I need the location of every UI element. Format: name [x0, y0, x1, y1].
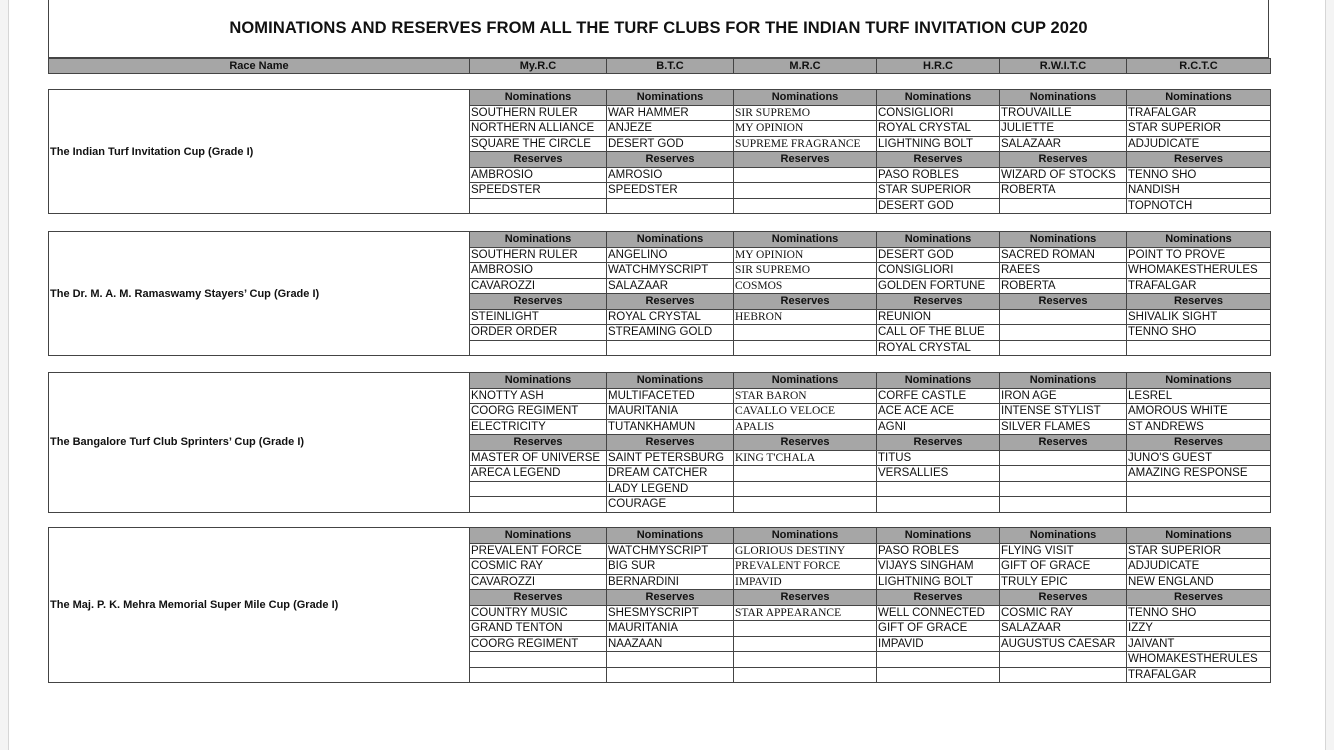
horse-cell: [734, 183, 877, 199]
horse-cell: [1000, 466, 1127, 482]
horse-cell: COSMIC RAY: [1000, 605, 1127, 621]
header-club: M.R.C: [734, 59, 877, 74]
horse-cell: [877, 481, 1000, 497]
reserves-label: Reserves: [607, 294, 734, 310]
horse-cell: [1000, 340, 1127, 356]
horse-cell: AMBROSIO: [470, 167, 607, 183]
horse-cell: [734, 466, 877, 482]
nominations-label: Nominations: [1127, 373, 1271, 389]
horse-cell: ARECA LEGEND: [470, 466, 607, 482]
horse-cell: TROUVAILLE: [1000, 105, 1127, 121]
reserves-label: Reserves: [1127, 435, 1271, 451]
nominations-label: Nominations: [734, 90, 877, 106]
race-name: The Maj. P. K. Mehra Memorial Super Mile Cup (Grade I): [49, 528, 470, 683]
horse-cell: NORTHERN ALLIANCE: [470, 121, 607, 137]
reserves-label: Reserves: [734, 294, 877, 310]
horse-cell: SUPREME FRAGRANCE: [734, 136, 877, 152]
nominations-header-row: [49, 528, 1271, 544]
reserves-label: Reserves: [877, 435, 1000, 451]
horse-cell: [470, 198, 607, 214]
nominations-label: Nominations: [1127, 90, 1271, 106]
horse-cell: ADJUDICATE: [1127, 136, 1271, 152]
horse-cell: WHOMAKESTHERULES: [1127, 263, 1271, 279]
horse-cell: TENNO SHO: [1127, 325, 1271, 341]
horse-cell: NANDISH: [1127, 183, 1271, 199]
reserves-label: Reserves: [470, 435, 607, 451]
horse-cell: SILVER FLAMES: [1000, 419, 1127, 435]
horse-cell: ORDER ORDER: [470, 325, 607, 341]
horse-cell: [877, 497, 1000, 513]
horse-cell: GIFT OF GRACE: [877, 621, 1000, 637]
horse-cell: IRON AGE: [1000, 388, 1127, 404]
header-race-name: Race Name: [49, 59, 470, 74]
horse-cell: TRULY EPIC: [1000, 574, 1127, 590]
horse-cell: MY OPINION: [734, 121, 877, 137]
horse-cell: [734, 340, 877, 356]
nominations-label: Nominations: [1000, 528, 1127, 544]
horse-cell: STREAMING GOLD: [607, 325, 734, 341]
horse-cell: IMPAVID: [734, 574, 877, 590]
horse-cell: CAVAROZZI: [470, 278, 607, 294]
horse-cell: JAIVANT: [1127, 636, 1271, 652]
horse-cell: INTENSE STYLIST: [1000, 404, 1127, 420]
horse-cell: PREVALENT FORCE: [470, 543, 607, 559]
reserves-label: Reserves: [734, 152, 877, 168]
horse-cell: PASO ROBLES: [877, 543, 1000, 559]
horse-cell: [607, 340, 734, 356]
horse-cell: TOPNOTCH: [1127, 198, 1271, 214]
reserves-label: Reserves: [877, 590, 1000, 606]
horse-cell: [1000, 198, 1127, 214]
horse-cell: MAURITANIA: [607, 404, 734, 420]
document-title: NOMINATIONS AND RESERVES FROM ALL THE TURF CLUBS FOR THE INDIAN TURF INVITATION CUP 2020: [48, 0, 1269, 58]
horse-cell: SOUTHERN RULER: [470, 105, 607, 121]
horse-cell: AMOROUS WHITE: [1127, 404, 1271, 420]
horse-cell: SACRED ROMAN: [1000, 247, 1127, 263]
horse-cell: [470, 652, 607, 668]
reserves-label: Reserves: [1127, 294, 1271, 310]
horse-cell: VERSALLIES: [877, 466, 1000, 482]
horse-cell: [734, 198, 877, 214]
horse-cell: MY OPINION: [734, 247, 877, 263]
horse-cell: STAR SUPERIOR: [1127, 543, 1271, 559]
horse-cell: SQUARE THE CIRCLE: [470, 136, 607, 152]
horse-cell: WATCHMYSCRIPT: [607, 543, 734, 559]
horse-cell: PREVALENT FORCE: [734, 559, 877, 575]
horse-cell: [470, 481, 607, 497]
horse-cell: TRAFALGAR: [1127, 667, 1271, 683]
nominations-label: Nominations: [1000, 373, 1127, 389]
race-name: The Indian Turf Invitation Cup (Grade I): [49, 90, 470, 214]
reserves-label: Reserves: [877, 152, 1000, 168]
horse-cell: AMBROSIO: [470, 263, 607, 279]
horse-cell: ST ANDREWS: [1127, 419, 1271, 435]
horse-cell: ROYAL CRYSTAL: [607, 309, 734, 325]
nominations-label: Nominations: [877, 373, 1000, 389]
horse-cell: [470, 340, 607, 356]
horse-cell: [1127, 340, 1271, 356]
horse-cell: REUNION: [877, 309, 1000, 325]
horse-cell: [1000, 325, 1127, 341]
race-name: The Bangalore Turf Club Sprinters’ Cup (Grade I): [49, 373, 470, 513]
header-club: R.W.I.T.C: [1000, 59, 1127, 74]
horse-cell: PASO ROBLES: [877, 167, 1000, 183]
horse-cell: TITUS: [877, 450, 1000, 466]
horse-cell: [607, 198, 734, 214]
horse-cell: ROBERTA: [1000, 278, 1127, 294]
horse-cell: HEBRON: [734, 309, 877, 325]
horse-cell: WELL CONNECTED: [877, 605, 1000, 621]
horse-cell: POINT TO PROVE: [1127, 247, 1271, 263]
horse-cell: [1000, 481, 1127, 497]
horse-cell: [607, 667, 734, 683]
horse-cell: [734, 481, 877, 497]
horse-cell: TRAFALGAR: [1127, 278, 1271, 294]
nominations-label: Nominations: [607, 232, 734, 248]
horse-cell: SALAZAAR: [1000, 136, 1127, 152]
reserves-label: Reserves: [470, 590, 607, 606]
horse-cell: [734, 636, 877, 652]
horse-cell: [1000, 652, 1127, 668]
horse-cell: MAURITANIA: [607, 621, 734, 637]
nominations-label: Nominations: [1127, 528, 1271, 544]
reserves-label: Reserves: [607, 435, 734, 451]
horse-cell: COSMOS: [734, 278, 877, 294]
reserves-label: Reserves: [734, 435, 877, 451]
horse-cell: STAR SUPERIOR: [877, 183, 1000, 199]
horse-cell: FLYING VISIT: [1000, 543, 1127, 559]
horse-cell: STAR BARON: [734, 388, 877, 404]
nominations-label: Nominations: [877, 232, 1000, 248]
reserves-label: Reserves: [1000, 152, 1127, 168]
reserves-label: Reserves: [1000, 294, 1127, 310]
horse-cell: [1000, 450, 1127, 466]
horse-cell: SIR SUPREMO: [734, 105, 877, 121]
horse-cell: DREAM CATCHER: [607, 466, 734, 482]
race-table: [48, 231, 1271, 356]
horse-cell: RAEES: [1000, 263, 1127, 279]
horse-cell: ACE ACE ACE: [877, 404, 1000, 420]
horse-cell: BERNARDINI: [607, 574, 734, 590]
horse-cell: [734, 652, 877, 668]
horse-cell: GRAND TENTON: [470, 621, 607, 637]
horse-cell: LIGHTNING BOLT: [877, 136, 1000, 152]
reserves-label: Reserves: [1127, 152, 1271, 168]
nominations-label: Nominations: [470, 373, 607, 389]
nominations-label: Nominations: [734, 528, 877, 544]
horse-cell: ADJUDICATE: [1127, 559, 1271, 575]
horse-cell: STAR APPEARANCE: [734, 605, 877, 621]
horse-cell: ROYAL CRYSTAL: [877, 121, 1000, 137]
horse-cell: ANGELINO: [607, 247, 734, 263]
horse-cell: [734, 325, 877, 341]
race-table: [48, 89, 1271, 214]
nominations-label: Nominations: [877, 90, 1000, 106]
horse-cell: TENNO SHO: [1127, 167, 1271, 183]
nominations-label: Nominations: [607, 373, 734, 389]
horse-cell: AMAZING RESPONSE: [1127, 466, 1271, 482]
reserves-label: Reserves: [1000, 590, 1127, 606]
nominations-label: Nominations: [607, 90, 734, 106]
nominations-label: Nominations: [470, 232, 607, 248]
horse-cell: KING T'CHALA: [734, 450, 877, 466]
nominations-header-row: [49, 373, 1271, 389]
nominations-label: Nominations: [470, 90, 607, 106]
reserves-label: Reserves: [734, 590, 877, 606]
horse-cell: WATCHMYSCRIPT: [607, 263, 734, 279]
horse-cell: COORG REGIMENT: [470, 636, 607, 652]
column-header-row: [48, 58, 1271, 74]
horse-cell: ROBERTA: [1000, 183, 1127, 199]
horse-cell: BIG SUR: [607, 559, 734, 575]
horse-cell: SALAZAAR: [607, 278, 734, 294]
race-table: [48, 372, 1271, 513]
horse-cell: [470, 667, 607, 683]
horse-cell: IMPAVID: [877, 636, 1000, 652]
horse-cell: GLORIOUS DESTINY: [734, 543, 877, 559]
reserves-label: Reserves: [607, 152, 734, 168]
horse-cell: CORFE CASTLE: [877, 388, 1000, 404]
horse-cell: LESREL: [1127, 388, 1271, 404]
horse-cell: SALAZAAR: [1000, 621, 1127, 637]
horse-cell: SOUTHERN RULER: [470, 247, 607, 263]
horse-cell: [470, 497, 607, 513]
horse-cell: TUTANKHAMUN: [607, 419, 734, 435]
horse-cell: TENNO SHO: [1127, 605, 1271, 621]
header-club: R.C.T.C: [1127, 59, 1271, 74]
nominations-label: Nominations: [734, 232, 877, 248]
horse-cell: JULIETTE: [1000, 121, 1127, 137]
horse-cell: NAAZAAN: [607, 636, 734, 652]
horse-cell: COSMIC RAY: [470, 559, 607, 575]
horse-cell: SAINT PETERSBURG: [607, 450, 734, 466]
horse-cell: COUNTRY MUSIC: [470, 605, 607, 621]
horse-cell: [1000, 667, 1127, 683]
nominations-header-row: [49, 90, 1271, 106]
horse-cell: GOLDEN FORTUNE: [877, 278, 1000, 294]
horse-cell: SPEEDSTER: [470, 183, 607, 199]
horse-cell: CAVAROZZI: [470, 574, 607, 590]
horse-cell: [1000, 497, 1127, 513]
horse-cell: CONSIGLIORI: [877, 105, 1000, 121]
horse-cell: DESERT GOD: [877, 247, 1000, 263]
horse-cell: AUGUSTUS CAESAR: [1000, 636, 1127, 652]
nominations-header-row: [49, 232, 1271, 248]
horse-cell: [734, 167, 877, 183]
header-club: My.R.C: [470, 59, 607, 74]
horse-cell: LADY LEGEND: [607, 481, 734, 497]
reserves-label: Reserves: [607, 590, 734, 606]
nominations-label: Nominations: [1000, 90, 1127, 106]
horse-cell: LIGHTNING BOLT: [877, 574, 1000, 590]
horse-cell: CALL OF THE BLUE: [877, 325, 1000, 341]
horse-cell: [1127, 497, 1271, 513]
horse-cell: WAR HAMMER: [607, 105, 734, 121]
horse-cell: [734, 667, 877, 683]
horse-cell: [734, 497, 877, 513]
nominations-label: Nominations: [734, 373, 877, 389]
horse-cell: COORG REGIMENT: [470, 404, 607, 420]
horse-cell: [1127, 481, 1271, 497]
horse-cell: WIZARD OF STOCKS: [1000, 167, 1127, 183]
horse-cell: STAR SUPERIOR: [1127, 121, 1271, 137]
horse-cell: JUNO'S GUEST: [1127, 450, 1271, 466]
horse-cell: TRAFALGAR: [1127, 105, 1271, 121]
horse-cell: [1000, 309, 1127, 325]
horse-cell: SIR SUPREMO: [734, 263, 877, 279]
horse-cell: ELECTRICITY: [470, 419, 607, 435]
horse-cell: VIJAYS SINGHAM: [877, 559, 1000, 575]
horse-cell: AMROSIO: [607, 167, 734, 183]
nominations-label: Nominations: [607, 528, 734, 544]
horse-cell: MASTER OF UNIVERSE: [470, 450, 607, 466]
horse-cell: SHIVALIK SIGHT: [1127, 309, 1271, 325]
horse-cell: COURAGE: [607, 497, 734, 513]
horse-cell: ROYAL CRYSTAL: [877, 340, 1000, 356]
header-club: H.R.C: [877, 59, 1000, 74]
nominations-label: Nominations: [877, 528, 1000, 544]
horse-cell: AGNI: [877, 419, 1000, 435]
horse-cell: [734, 621, 877, 637]
horse-cell: IZZY: [1127, 621, 1271, 637]
horse-cell: GIFT OF GRACE: [1000, 559, 1127, 575]
nominations-label: Nominations: [470, 528, 607, 544]
horse-cell: [877, 667, 1000, 683]
horse-cell: KNOTTY ASH: [470, 388, 607, 404]
horse-cell: NEW ENGLAND: [1127, 574, 1271, 590]
horse-cell: CAVALLO VELOCE: [734, 404, 877, 420]
horse-cell: SHESMYSCRIPT: [607, 605, 734, 621]
horse-cell: SPEEDSTER: [607, 183, 734, 199]
reserves-label: Reserves: [1127, 590, 1271, 606]
reserves-label: Reserves: [1000, 435, 1127, 451]
horse-cell: CONSIGLIORI: [877, 263, 1000, 279]
horse-cell: [607, 652, 734, 668]
reserves-label: Reserves: [470, 294, 607, 310]
race-name: The Dr. M. A. M. Ramaswamy Stayers’ Cup (Grade I): [49, 232, 470, 356]
horse-cell: ANJEZE: [607, 121, 734, 137]
reserves-label: Reserves: [877, 294, 1000, 310]
horse-cell: [877, 652, 1000, 668]
horse-cell: APALIS: [734, 419, 877, 435]
header-club: B.T.C: [607, 59, 734, 74]
horse-cell: WHOMAKESTHERULES: [1127, 652, 1271, 668]
horse-cell: DESERT GOD: [607, 136, 734, 152]
horse-cell: MULTIFACETED: [607, 388, 734, 404]
nominations-label: Nominations: [1000, 232, 1127, 248]
race-table: [48, 527, 1271, 683]
reserves-label: Reserves: [470, 152, 607, 168]
nominations-label: Nominations: [1127, 232, 1271, 248]
horse-cell: DESERT GOD: [877, 198, 1000, 214]
horse-cell: STEINLIGHT: [470, 309, 607, 325]
